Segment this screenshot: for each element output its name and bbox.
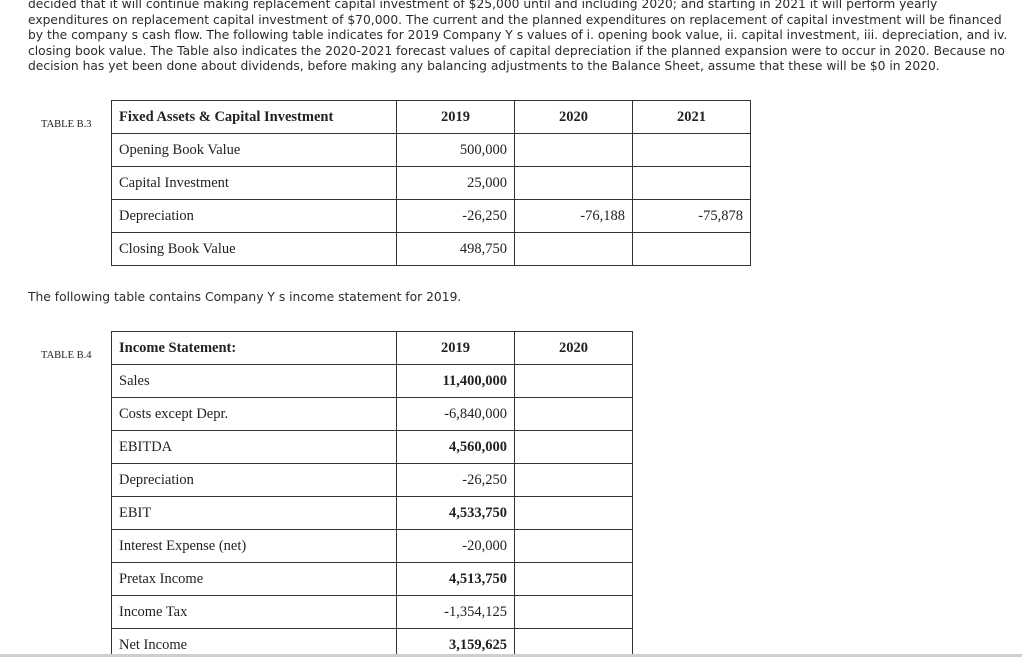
- cell-2019: 25,000: [397, 167, 515, 200]
- row-label: Depreciation: [112, 464, 397, 497]
- cell-2019: 11,400,000: [397, 365, 515, 398]
- cell-2019: -26,250: [397, 464, 515, 497]
- row-label: Interest Expense (net): [112, 530, 397, 563]
- row-label: Sales: [112, 365, 397, 398]
- cell-2020: [515, 398, 633, 431]
- cell-2020: [515, 233, 633, 266]
- cell-2020: [515, 629, 633, 657]
- col-2020: 2020: [515, 332, 633, 365]
- fixed-assets-table: [111, 100, 751, 266]
- cell-2020: [515, 596, 633, 629]
- cell-2019: 500,000: [397, 134, 515, 167]
- cell-2021: [633, 134, 751, 167]
- table-row: [112, 365, 633, 398]
- cell-2019: 4,513,750: [397, 563, 515, 596]
- cell-2020: [515, 464, 633, 497]
- income-statement-table: [111, 331, 633, 657]
- cell-2019: 498,750: [397, 233, 515, 266]
- row-label: Depreciation: [112, 200, 397, 233]
- table-row: [112, 596, 633, 629]
- intro-paragraph: decided that it will continue making replacement capital investment of $25,000 until and including 2020; and starting in 2021 it will perform yearly expenditures on replacement capital investment of $70,000. The current and the planned expenditures on replacement of capital investment will be financed by the company s cash flow. The following table indicates for 2019 Company Y s values of i. opening book value, ii. capital investment, iii. depreciation, and iv. closing book value. The Table also indicates the 2020-2021 forecast values of capital depreciation if the planned expansion were to occur in 2020. Because no decision has yet been done about dividends, before making any balancing adjustments to the Balance Sheet, assume that these will be $0 in 2020.: [28, 0, 1008, 74]
- row-label: Net Income: [112, 629, 397, 657]
- cell-2019: 4,533,750: [397, 497, 515, 530]
- cell-2020: [515, 530, 633, 563]
- cell-2020: [515, 497, 633, 530]
- cell-2019: -1,354,125: [397, 596, 515, 629]
- table-row: [112, 167, 751, 200]
- cell-2019: -6,840,000: [397, 398, 515, 431]
- income-statement-intro: The following table contains Company Y s income statement for 2019.: [28, 290, 462, 304]
- cell-2021: [633, 167, 751, 200]
- cell-2020: [515, 365, 633, 398]
- row-label: Opening Book Value: [112, 134, 397, 167]
- cell-2021: [633, 233, 751, 266]
- col-2019: 2019: [397, 332, 515, 365]
- cell-2019: -20,000: [397, 530, 515, 563]
- cell-2021: -75,878: [633, 200, 751, 233]
- table-row: [112, 200, 751, 233]
- cell-2020: [515, 431, 633, 464]
- row-label: Capital Investment: [112, 167, 397, 200]
- table-row: [112, 530, 633, 563]
- table-b4-label: TABLE B.4: [41, 350, 92, 361]
- table-row: [112, 563, 633, 596]
- cell-2020: [515, 167, 633, 200]
- row-label: Closing Book Value: [112, 233, 397, 266]
- cell-2019: -26,250: [397, 200, 515, 233]
- cell-2020: [515, 134, 633, 167]
- col-2020: 2020: [515, 101, 633, 134]
- table-row: [112, 629, 633, 657]
- table-row: [112, 398, 633, 431]
- cell-2019: 3,159,625: [397, 629, 515, 657]
- table-header-row: [112, 101, 751, 134]
- cell-2020: -76,188: [515, 200, 633, 233]
- row-label: EBITDA: [112, 431, 397, 464]
- table-row: [112, 233, 751, 266]
- row-label: Income Tax: [112, 596, 397, 629]
- table-row: [112, 134, 751, 167]
- table-b3-label: TABLE B.3: [41, 119, 92, 130]
- table-row: [112, 431, 633, 464]
- table-title: Fixed Assets & Capital Investment: [112, 101, 397, 134]
- row-label: Pretax Income: [112, 563, 397, 596]
- table-row: [112, 464, 633, 497]
- cell-2019: 4,560,000: [397, 431, 515, 464]
- table-header-row: [112, 332, 633, 365]
- col-2021: 2021: [633, 101, 751, 134]
- row-label: Costs except Depr.: [112, 398, 397, 431]
- col-2019: 2019: [397, 101, 515, 134]
- table-title: Income Statement:: [112, 332, 397, 365]
- row-label: EBIT: [112, 497, 397, 530]
- table-row: [112, 497, 633, 530]
- cell-2020: [515, 563, 633, 596]
